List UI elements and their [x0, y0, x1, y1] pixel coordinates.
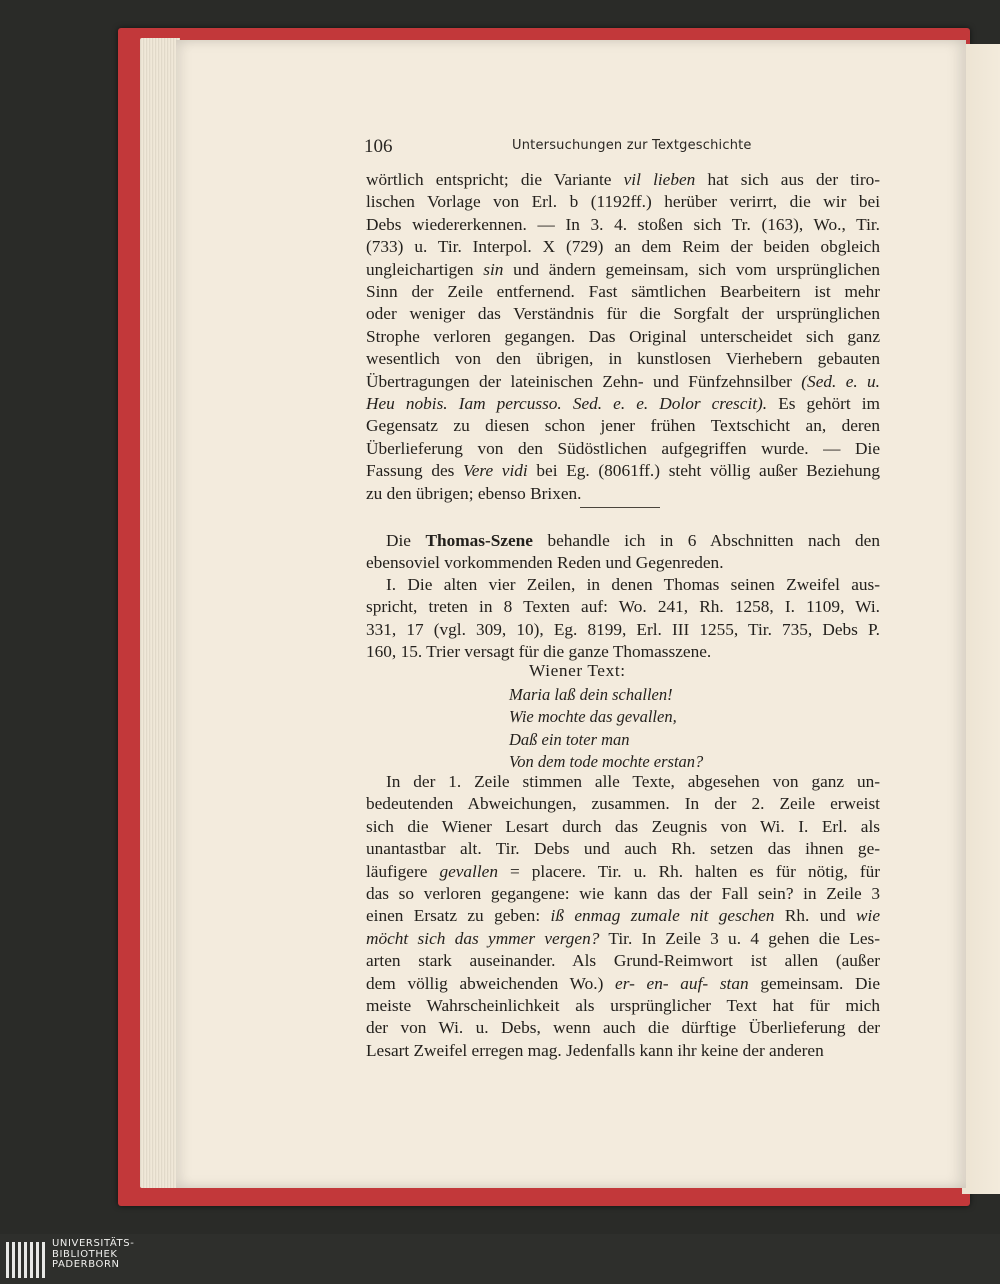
text-line: ungleichartigen sin und ändern gemeinsam, sich vom ursprünglichen — [366, 259, 881, 279]
text-line: das so verloren gegangene: wie kann das der Fall sein? in Zeile 3 — [366, 884, 880, 904]
paragraph-section-one — [366, 574, 880, 664]
text-line: Heu nobis. Iam percusso. Sed. e. e. Dolor crescit). Es gehört im — [366, 394, 880, 414]
text-line: I. Die alten vier Zeilen, in denen Thomas seinen Zweifel aus- — [386, 575, 880, 594]
verse-line: Maria laß dein schallen! — [509, 685, 673, 704]
verse-line: Wie mochte das gevallen, — [509, 707, 677, 727]
text-line: oder weniger das Verständnis für die Sorgfalt der ursprünglichen — [366, 304, 880, 324]
paragraph-analysis — [366, 771, 880, 1062]
text-line: (733) u. Tir. Interpol. X (729) an dem Reim der beiden obgleich — [366, 237, 880, 257]
library-name-line: UNIVERSITÄTS- — [52, 1238, 135, 1249]
verse-heading: Wiener Text: — [529, 661, 626, 680]
paragraph-variants — [366, 169, 880, 505]
text-line: Die Thomas-Szene behandle ich in 6 Abschnitten nach den — [386, 531, 880, 550]
text-line: Gegensatz zu diesen schon jener frühen Textschicht an, deren — [366, 416, 880, 436]
text-line: lischen Vorlage von Erl. b (1192ff.) herüber verirrt, die wir bei — [366, 192, 880, 212]
text-line: zu den übrigen; ebenso Brixen. — [366, 483, 582, 503]
paragraph-thomas-intro — [366, 530, 880, 575]
text-line: Fassung des Vere vidi bei Eg. (8061ff.) steht völlig außer Beziehung — [366, 461, 880, 481]
text-line: läufigere gevallen = placere. Tir. u. Rh. halten es für nötig, für — [366, 861, 880, 881]
text-line: Sinn der Zeile entfernend. Fast sämtlichen Bearbeitern ist mehr — [366, 282, 880, 302]
text-line: Überlieferung von den Südöstlichen aufgegriffen wurde. — Die — [366, 438, 880, 458]
text-line: einen Ersatz zu geben: iß enmag zumale nit geschen Rh. und wie — [366, 906, 880, 926]
running-title: Untersuchungen zur Textgeschichte — [512, 138, 752, 153]
verse-line: Daß ein toter man — [509, 729, 630, 749]
text-line: 160, 15. Trier versagt für die ganze Thomasszene. — [366, 642, 712, 662]
section-separator — [580, 507, 660, 508]
library-logo-icon — [6, 1242, 48, 1278]
verse-block — [509, 684, 703, 774]
text-line: meiste Wahrscheinlichkeit als ursprünglicher Text hat für mich — [366, 996, 880, 1016]
text-line: arten stark auseinander. Als Grund-Reimwort ist allen (außer — [366, 951, 880, 971]
text-line: bedeutenden Abweichungen, zusammen. In der 2. Zeile erweist — [366, 794, 880, 814]
library-name — [52, 1239, 134, 1271]
library-name-line: BIBLIOTHEK — [52, 1248, 118, 1260]
text-line: Strophe verloren gegangen. Das Original unterscheidet sich ganz — [366, 326, 880, 346]
text-line: wörtlich entspricht; die Variante vil lieben hat sich aus der tiro- — [366, 170, 880, 189]
text-line: sich die Wiener Lesart durch das Zeugnis von Wi. I. Erl. als — [366, 816, 880, 836]
text-line: Übertragungen der lateinischen Zehn- und Fünfzehnsilber (Sed. e. u. — [366, 371, 881, 391]
text-line: möcht sich das ymmer vergen? Tir. In Zeile 3 u. 4 gehen die Les- — [366, 928, 880, 948]
page-header — [364, 136, 880, 160]
page-number: 106 — [364, 136, 393, 157]
text-line: Lesart Zweifel erregen mag. Jedenfalls kann ihr keine der anderen — [366, 1040, 824, 1060]
library-name-line: PADERBORN — [52, 1259, 120, 1270]
text-line: unantastbar alt. Tir. Debs und auch Rh. setzen das ihnen ge- — [366, 839, 880, 859]
text-line: spricht, treten in 8 Texten auf: Wo. 241, Rh. 1258, I. 1109, Wi. — [366, 597, 880, 617]
library-footer — [0, 1234, 1000, 1284]
page-stack-edge — [140, 38, 180, 1188]
verse-line: Von dem tode mochte erstan? — [509, 752, 704, 772]
text-line: dem völlig abweichenden Wo.) er- en- auf- stan gemeinsam. Die — [366, 973, 881, 993]
text-line: der von Wi. u. Debs, wenn auch die dürftige Überlieferung der — [366, 1018, 880, 1038]
text-line: Debs wiedererkennen. — In 3. 4. stoßen sich Tr. (163), Wo., Tir. — [366, 214, 880, 234]
facing-page-edge — [962, 44, 1000, 1194]
text-line: wesentlich von den übrigen, in kunstlosen Vierhebern gebauten — [366, 349, 880, 369]
text-line: ebensoviel vorkommenden Reden und Gegenreden. — [366, 553, 724, 573]
text-line: 331, 17 (vgl. 309, 10), Eg. 8199, Erl. III 1255, Tir. 735, Debs P. — [366, 619, 880, 639]
text-line: In der 1. Zeile stimmen alle Texte, abgesehen von ganz un- — [386, 772, 880, 791]
